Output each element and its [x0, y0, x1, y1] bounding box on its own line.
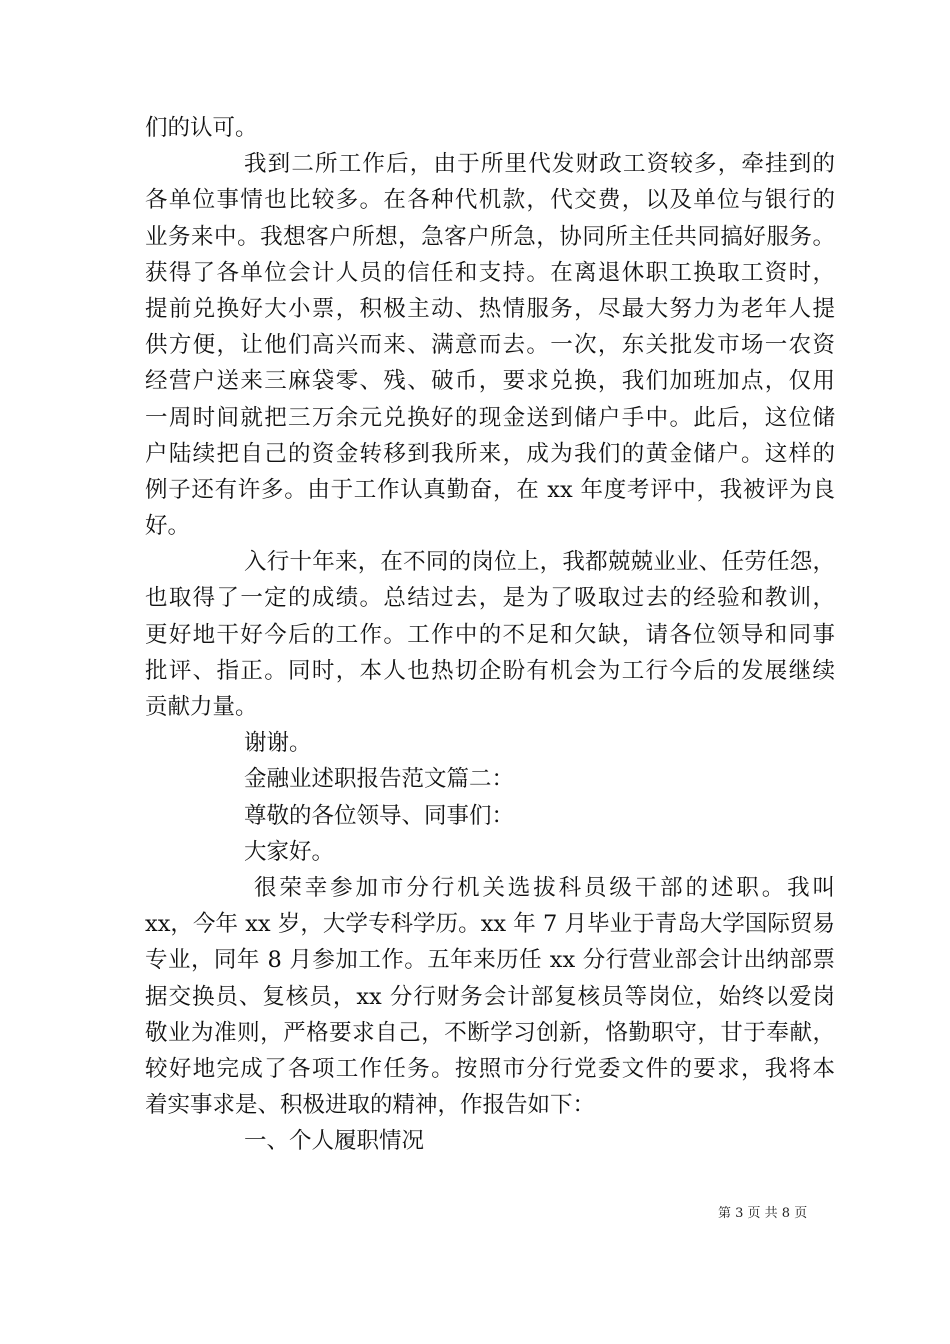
text-line: 例子还有许多。由于工作认真勤奋，在 xx 年度考评中，我被评为良: [145, 476, 835, 503]
text-line: 也取得了一定的成绩。总结过去，是为了吸取过去的经验和教训，: [145, 585, 835, 612]
text-line: 批评、指正。同时，本人也热切企盼有机会为工行今后的发展继续: [145, 657, 835, 684]
text-line: 据交换员、复核员，xx 分行财务会计部复核员等岗位，始终以爱岗: [145, 983, 835, 1010]
text-line: 业务来中。我想客户所想，急客户所急，协同所主任共同搞好服务。: [145, 223, 835, 250]
text-line: 获得了各单位会计人员的信任和支持。在离退休职工换取工资时，: [145, 259, 835, 286]
text-line: 供方便，让他们高兴而来、满意而去。一次，东关批发市场一农资: [145, 332, 835, 359]
text-line: 较好地完成了各项工作任务。按照市分行党委文件的要求，我将本: [145, 1055, 835, 1082]
text-line: 各单位事情也比较多。在各种代机款，代交费，以及单位与银行的: [145, 187, 835, 214]
text-line: 一、个人履职情况: [244, 1128, 425, 1155]
page-number-footer: 第 3 页 共 8 页: [718, 1206, 808, 1221]
text-line: 入行十年来，在不同的岗位上，我都兢兢业业、任劳任怨，: [244, 549, 835, 576]
text-line: 提前兑换好大小票，积极主动、热情服务，尽最大努力为老年人提: [145, 295, 835, 322]
text-line: xx，今年 xx 岁，大学专科学历。xx 年 7 月毕业于青岛大学国际贸易: [145, 911, 835, 938]
text-line: 更好地干好今后的工作。工作中的不足和欠缺，请各位领导和同事: [145, 621, 835, 648]
text-line: 经营户送来三麻袋零、残、破币，要求兑换，我们加班加点，仅用: [145, 368, 835, 395]
text-line: 好。: [145, 513, 191, 540]
text-line: 金融业述职报告范文篇二：: [244, 766, 515, 793]
text-line: 专业，同年 8 月参加工作。五年来历任 xx 分行营业部会计出纳部票: [145, 947, 835, 974]
text-line: 尊敬的各位领导、同事们：: [244, 802, 515, 829]
text-line: 很荣幸参加市分行机关选拔科员级干部的述职。我叫: [254, 874, 835, 901]
text-line: 敬业为准则，严格要求自己，不断学习创新，恪勤职守，甘于奉献，: [145, 1019, 835, 1046]
text-line: 谢谢。: [244, 730, 312, 757]
text-line: 着实事求是、积极进取的精神，作报告如下：: [145, 1092, 596, 1119]
text-line: 我到二所工作后，由于所里代发财政工资较多，牵挂到的: [244, 151, 835, 178]
text-line: 贡献力量。: [145, 694, 258, 720]
text-line: 们的认可。: [145, 115, 258, 141]
text-line: 一周时间就把三万余元兑换好的现金送到储户手中。此后，这位储: [145, 404, 835, 431]
document-body: [145, 110, 835, 1159]
text-line: 户陆续把自己的资金转移到我所来，成为我们的黄金储户。这样的: [145, 440, 835, 467]
text-line: 大家好。: [244, 838, 335, 865]
